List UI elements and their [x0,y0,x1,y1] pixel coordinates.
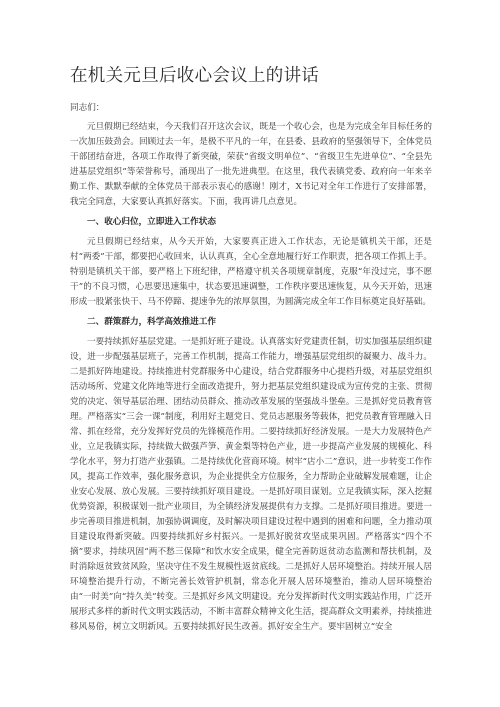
section-paragraph: 元旦假期已经结束，从今天开始，大家要真正进入工作状态，无论是镇机关干部，还是村“两委”干部，都要把心收回来，认认真真，全心全意地履行好工作职责，把各项工作抓上手。特别是镇机关干部，要严格上下班纪律，严格遵守机关各项规章制度，克服“年没过完，事不愿干”的不良习惯，心思要迅速集中，状态要迅速调整，工作秩序要迅速恢复，从今天开始，迅速形成一股紧张快干、马不停蹄、提速争先的浓厚氛围，为圆满完成全年工作目标奠定良好基础。 [70,237,432,307]
section-heading: 二、群策群力，科学高效推进工作 [87,317,216,327]
section-2 [70,315,432,635]
intro-paragraph: 元旦假期已经结束，今天我们召开这次会议，既是一个收心会，也是为完成全年目标任务的一次加压鼓劲会。回顾过去一年，是极不平凡的一年，在县委、县政府的坚强领导下，全体党员干部团结奋进，各项工作取得了新突破，荣获“省级文明单位”、“省级卫生先进单位”、“全县先进基层党组织”等荣誉称号，涌现出了一批先进典型。在这里，我代表镇党委、政府向一年来辛勤工作、默默奉献的全体党员干部表示衷心的感谢！刚才，X书记对全年工作进行了安排部署，我完全同意，大家要认真抓好落实。下面，我再讲几点意见。 [70,122,432,207]
document-page [70,64,432,640]
section-paragraph: 一要持续抓好基层党建。一是抓好班子建设。认真落实好党建责任制，切实加强基层组织建设，进一步配强基层班子，完善工作机制，提高工作能力，增强基层党组织的凝聚力、战斗力。二是抓好阵地建设。持续推进村党群服务中心建设，结合党群服务中心提档升级，对基层党组织活动场所、党建文化阵地等进行全面改造提升，努力把基层党组织建设成为宣传党的主张、贯彻党的决定、领导基层治理、团结动员群众、推动改革发展的坚强战斗堡垒。三是抓好党员教育管理。严格落实“三会一课”制度，利用好主题党日、党员志愿服务等载体，把党员教育管理融入日常、抓在经常，充分发挥好党员的先锋模范作用。二要持续抓好经济发展。一是大力发展特色产业，立足我镇实际，持续做大做强芦笋、黄金梨等特色产业，进一步提高产业发展的规模化、科学化水平，努力打造产业强镇。二是持续优化营商环境。树牢“店小二”意识，进一步转变工作作风，提高工作效率，强化服务意识，为企业提供全方位服务，全力帮助企业破解发展难题，让企业安心发展、放心发展。三要持续抓好项目建设。一是抓好项目谋划。立足我镇实际，深入挖掘优势资源，积极谋划一批产业项目，为全镇经济发展提供有力支撑。二是抓好项目推进。要进一步完善项目推进机制，加强协调调度，及时解决项目建设过程中遇到的困难和问题，全力推动项目建设取得新突破。四要持续抓好乡村振兴。一是抓好脱贫攻坚成果巩固。严格落实“四个不摘”要求，持续巩固“两不愁三保障”和饮水安全成果，健全完善防返贫动态监测和帮扶机制，及时消除返贫致贫风险，坚决守住不发生规模性返贫底线。二是抓好人居环境整治。持续开展人居环境整治提升行动，不断完善长效管护机制，常态化开展人居环境整治，推动人居环境整治由“一时美”向“持久美”转变。三是抓好乡风文明建设。充分发挥新时代文明实践站作用，广泛开展形式多样的新时代文明实践活动，不断丰富群众精神文化生活，提高群众文明素养，持续推进移风易俗，树立文明新风。五要持续抓好民生改善。抓好安全生产。要牢固树立“安全 [70,337,432,632]
document-title: 在机关元旦后收心会议上的讲话 [70,66,320,86]
section-1 [70,215,432,310]
salutation: 同志们： [70,103,105,113]
section-heading: 一、收心归位，立即进入工作状态 [87,217,216,227]
